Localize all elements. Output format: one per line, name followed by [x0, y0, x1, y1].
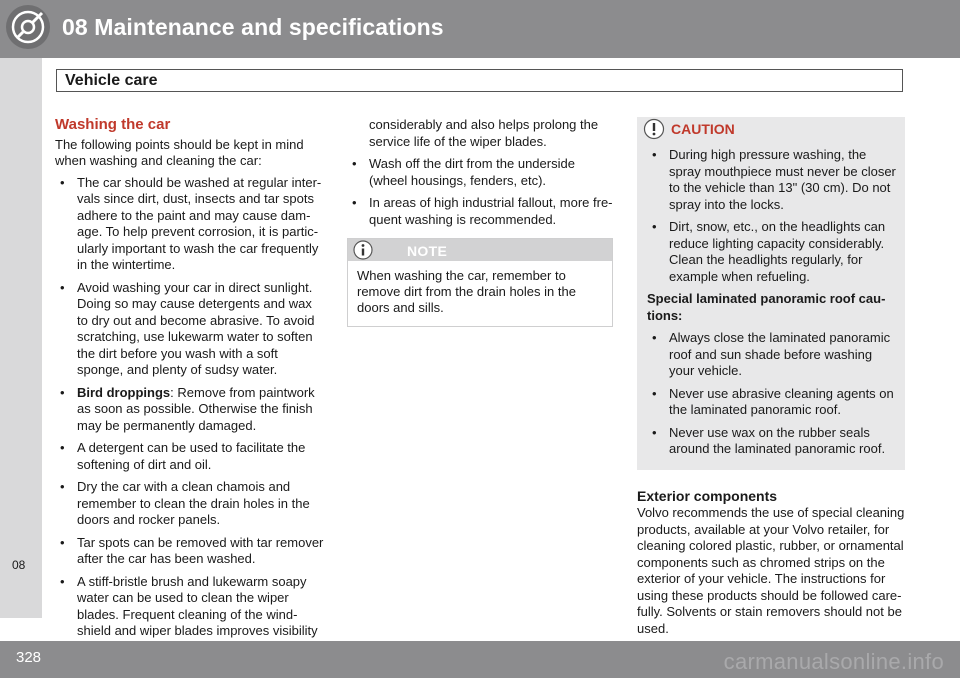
- caution-list: [647, 147, 897, 285]
- watermark: carmanualsonline.info: [723, 649, 944, 674]
- list-item: • Tar spots can be removed with tar remover after the car has been washed.: [55, 535, 325, 568]
- page-footer: [0, 641, 960, 678]
- section-title: Vehicle care: [65, 72, 158, 89]
- roof-cautions-list: [647, 330, 897, 458]
- list-item: • Dry the car with a clean chamois and remember to clean the drain holes in the doors and rocker panels.: [55, 479, 325, 529]
- info-icon: [353, 240, 373, 260]
- section-bar: [56, 69, 903, 92]
- note-text: When washing the car, remember to remove dirt from the drain holes in the doors and sills.: [357, 268, 576, 315]
- chapter-tab-label: 08: [12, 558, 26, 572]
- note-header: [348, 239, 612, 261]
- list-item: • A stiff-bristle brush and lukewarm soapy water can be used to clean the wiper blades. Frequent cleaning of the wind-shield and wiper blades improves visibility: [55, 574, 325, 640]
- chapter-title: 08 Maintenance and specifications: [62, 14, 444, 40]
- washing-list-cont: [347, 117, 613, 228]
- washing-intro: The following points should be kept in mind when washing and cleaning the car:: [55, 136, 304, 168]
- caution-box: [637, 117, 905, 470]
- list-item: • The car should be washed at regular inter-vals since dirt, dust, insects and tar spots adhere to the paint and may cause dam-age. To help prevent corrosion, it is partic-ularly important to wash the car frequently in the wintertime.: [55, 175, 325, 274]
- washing-list: [55, 175, 325, 640]
- note-box: [347, 238, 613, 327]
- column-left: [55, 117, 325, 646]
- caution-title: CAUTION: [671, 121, 735, 137]
- bird-droppings-label: Bird droppings: [77, 384, 171, 400]
- list-item: • Never use wax on the rubber seals around the laminated panoramic roof.: [647, 425, 897, 458]
- list-item: • A detergent can be used to facilitate the softening of dirt and oil.: [55, 440, 325, 473]
- list-item: • Avoid washing your car in direct sunlight. Doing so may cause detergents and wax to dry out and become abrasive. To avoid scratching, use lukewarm water to soften the dirt before you wash with a soft sponge, and plenty of sudsy water.: [55, 280, 325, 379]
- exterior-heading: Exterior components: [637, 487, 778, 504]
- chapter-side-tab: [0, 58, 42, 618]
- warning-icon: [643, 118, 665, 140]
- column-middle: [347, 117, 613, 327]
- list-item: • Dirt, snow, etc., on the headlights can reduce lighting capacity considerably. Clean the headlights regularly, for example when refueling.: [647, 219, 897, 285]
- list-item-continued: considerably and also helps prolong the service life of the wiper blades.: [369, 117, 599, 149]
- caution-header: [637, 117, 905, 141]
- exterior-text: Volvo recommends the use of special cleaning products, available at your Volvo retailer, for cleaning colored plastic, rubber, or ornamental components such as chromed strips on the exterior of your vehicle. The instructions for using these products should be followed care-fully. Solvents or stain removers should not be used.: [637, 505, 905, 636]
- exterior-section: [637, 488, 905, 638]
- bird-droppings-text: : Remove from paintwork as soon as possible. Otherwise the finish may be permanently damaged.: [77, 384, 315, 433]
- page-header: [0, 0, 960, 58]
- washing-heading: Washing the car: [55, 116, 171, 133]
- page-number: 328: [16, 649, 42, 666]
- roof-cautions-heading: Special laminated panoramic roof cau-tions:: [647, 291, 886, 323]
- list-item: • Always close the laminated panoramic roof and sun shade before washing your vehicle.: [647, 330, 897, 380]
- list-item: • Never use abrasive cleaning agents on the laminated panoramic roof.: [647, 386, 897, 419]
- list-item: • During high pressure washing, the spray mouthpiece must never be closer to the vehicle than 13" (30 cm). Do not spray into the locks.: [647, 147, 897, 213]
- column-right: [637, 117, 905, 642]
- wrench-gear-icon: [6, 5, 50, 49]
- list-item: • Wash off the dirt from the underside (wheel housings, fenders, etc).: [347, 156, 613, 189]
- list-item: • In areas of high industrial fallout, more fre-quent washing is recommended.: [347, 195, 613, 228]
- note-title: NOTE: [407, 243, 448, 259]
- list-item: [55, 385, 325, 435]
